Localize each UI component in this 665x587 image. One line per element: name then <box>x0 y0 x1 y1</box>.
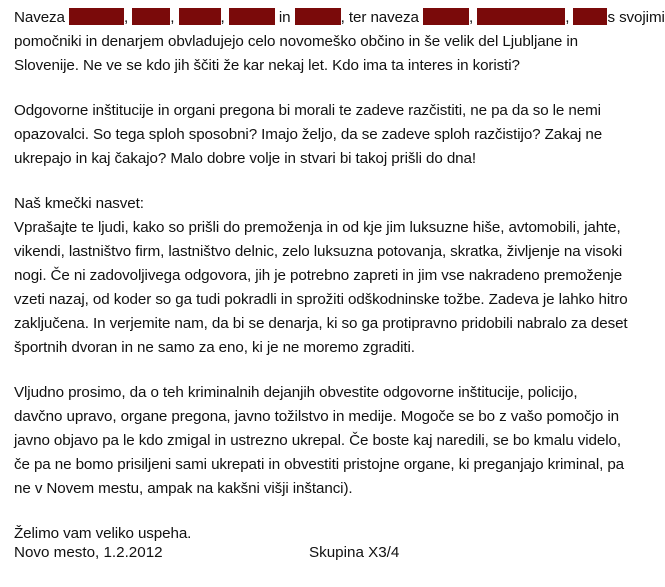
text-in: in <box>278 9 291 26</box>
paragraph-3-line-6: športnih dvoran in ne samo za eno, ki je ne moremo zgraditi. <box>14 339 415 356</box>
paragraph-2-line-1: Odgovorne inštitucije in organi pregona bi morali te zadeve razčistiti, ne pa da so le nemi <box>14 102 601 119</box>
paragraph-1-line-1: Naveza , , , in , ter naveza , , s svojimi <box>14 9 665 26</box>
text-naveza: Naveza <box>14 9 65 26</box>
redaction-block <box>69 8 124 25</box>
paragraph-4-line-3: javno objavo pa le kdo zmigal in ustrezno ukrepal. Če boste kaj naredili, se bo kmalu videlo, <box>14 432 621 449</box>
redaction-block <box>179 8 221 25</box>
text-ter-naveza: , ter naveza <box>340 9 419 26</box>
redaction-block <box>229 8 275 25</box>
paragraph-1-line-2: pomočniki in denarjem obvladujejo celo novomeško občino in še velik del Ljubljane in <box>14 33 579 50</box>
advice-heading: Naš kmečki nasvet: <box>14 195 144 212</box>
place-and-date: Novo mesto, 1.2.2012 <box>14 544 163 561</box>
redaction-block <box>573 8 607 25</box>
paragraph-4-line-5: ne v Novem mestu, ampak na kakšni višji inštanci). <box>14 480 353 497</box>
paragraph-3-line-4: vzeti nazaj, od koder so ga tudi pokradli in sprožiti odškodninske tožbe. Zadeva je lahko hitro <box>14 291 628 308</box>
paragraph-4-line-1: Vljudno prosimo, da o teh kriminalnih dejanjih obvestite odgovorne inštitucije, policijo, <box>14 384 578 401</box>
paragraph-1-line-3: Slovenije. Ne ve se kdo jih ščiti že kar nekaj let. Kdo ima ta interes in koristi? <box>14 57 520 74</box>
paragraph-4-line-2: davčno upravo, organe pregona, javno tožilstvo in medije. Mogoče se bo z vašo pomočjo in <box>14 408 619 425</box>
paragraph-3-line-1: Vprašajte te ljudi, kako so prišli do premoženja in od kje jim luksuzne hiše, avtomobili, jahte, <box>14 219 621 236</box>
paragraph-4-line-4: če pa ne bomo prisiljeni sami ukrepati in obvestiti pristojne organe, ki preganjajo kriminal, pa <box>14 456 625 473</box>
text-svojimi: s svojimi <box>607 9 665 26</box>
paragraph-3-line-5: zaključena. In verjemite nam, da bi se denarja, ki so ga protipravno pridobili nabralo za deset <box>14 315 628 332</box>
letter-body <box>14 6 665 546</box>
paragraph-2-line-2: opazovalci. So tega sploh sposobni? Imajo željo, da se zadeve sploh razčistijo? Zakaj ne <box>14 126 603 143</box>
paragraph-2-line-3: ukrepajo in kaj čakajo? Malo dobre volje in stvari bi takoj prišli do dna! <box>14 150 476 167</box>
closing-line: Želimo vam veliko uspeha. <box>14 525 192 542</box>
redaction-block <box>423 8 469 25</box>
redaction-block <box>477 8 565 25</box>
paragraph-3-line-2: vikendi, lastništvo firm, lastništvo delnic, zelo luksuzna potovanja, skratka, življenje na visoki <box>14 243 623 260</box>
signature: Skupina X3/4 <box>309 544 400 561</box>
paragraph-3-line-3: nogi. Če ni zadovoljivega odgovora, jih je potrebno zapreti in jim vse nakradeno premoženje <box>14 267 623 284</box>
redaction-block <box>132 8 170 25</box>
redaction-block <box>295 8 341 25</box>
